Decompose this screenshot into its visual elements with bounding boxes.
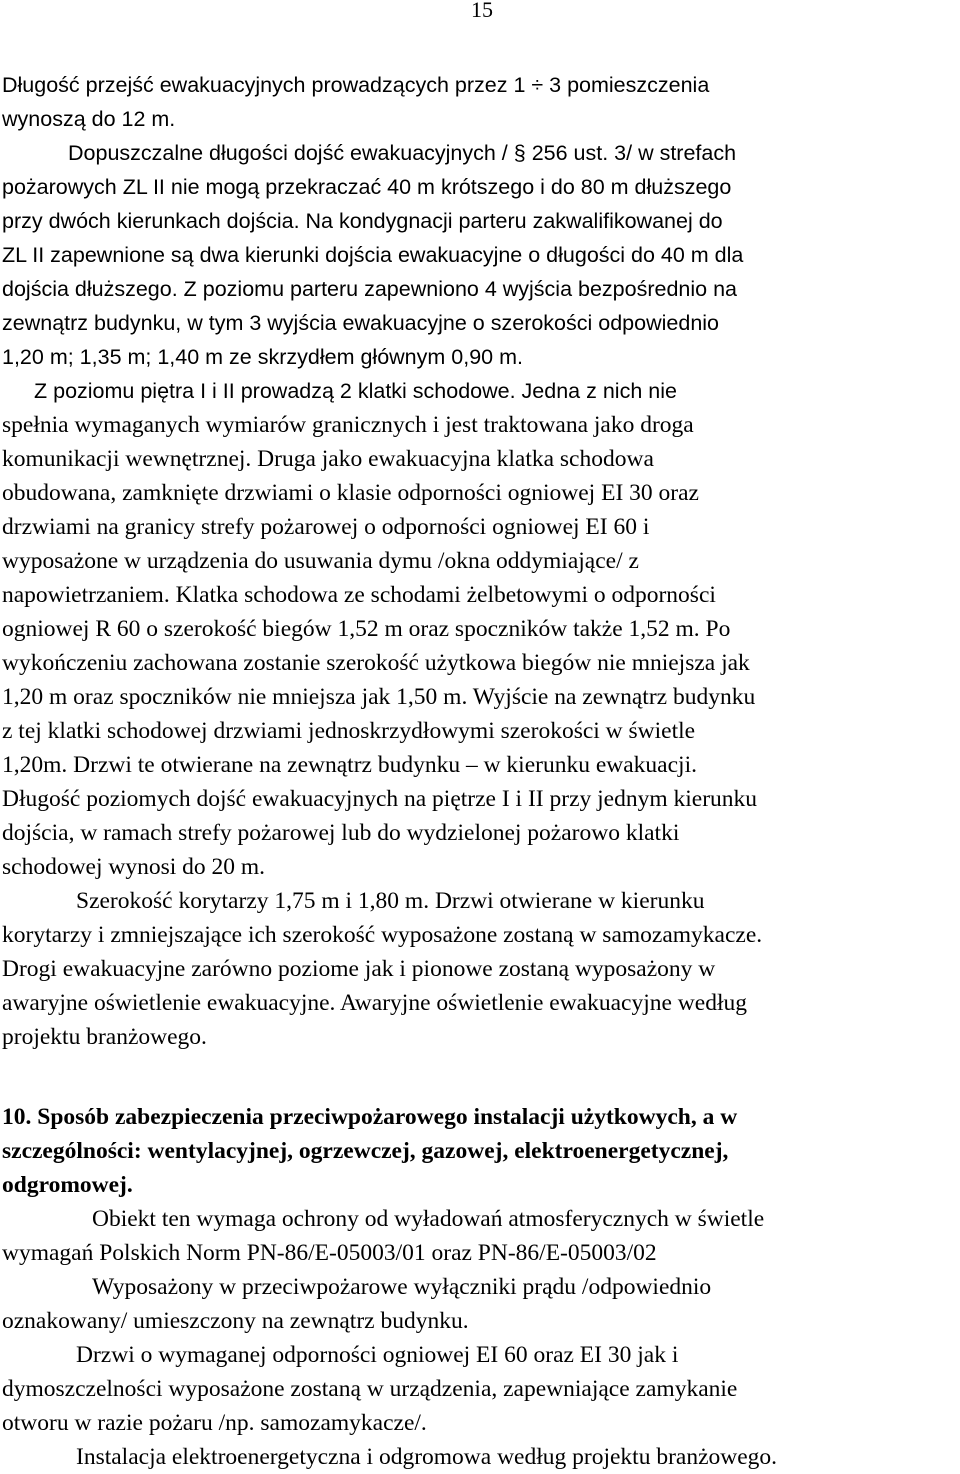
paragraph-gap: [2, 1054, 960, 1100]
text-line: wynoszą do 12 m.: [2, 107, 176, 131]
text-line: projektu branżowego.: [2, 1024, 207, 1050]
text-line: dymoszczelności wyposażone zostaną w urządzenia, zapewniające zamykanie: [2, 1376, 738, 1402]
text-line: Wyposażony w przeciwpożarowe wyłączniki prądu /odpowiednio: [92, 1274, 712, 1300]
text-line: napowietrzaniem. Klatka schodowa ze schodami żelbetowymi o odporności: [2, 582, 716, 608]
text-line: pożarowych ZL II nie mogą przekraczać 40 m krótszego i do 80 m dłuższego: [2, 175, 732, 199]
text-line: spełnia wymaganych wymiarów granicznych i jest traktowana jako droga: [2, 412, 694, 438]
text-line: komunikacji wewnętrznej. Druga jako ewakuacyjna klatka schodowa: [2, 446, 654, 472]
text-line: przy dwóch kierunkach dojścia. Na kondygnacji parteru zakwalifikowanej do: [2, 209, 723, 233]
text-line: Długość przejść ewakuacyjnych prowadzących przez 1 ÷ 3 pomieszczenia: [2, 73, 710, 97]
text-line: schodowej wynosi do 20 m.: [2, 854, 266, 880]
text-line: Obiekt ten wymaga ochrony od wyładowań atmosferycznych w świetle: [92, 1206, 765, 1232]
text-line: Drzwi o wymaganej odporności ogniowej EI 60 oraz EI 30 jak i: [76, 1342, 679, 1368]
section-heading-line: szczególności: wentylacyjnej, ogrzewczej, gazowej, elektroenergetycznej,: [2, 1138, 729, 1164]
text-line: korytarzy i zmniejszające ich szerokość wyposażone zostaną w samozamykacze.: [2, 922, 763, 948]
text-line: obudowana, zamknięte drzwiami o klasie odporności ogniowej EI 30 oraz: [2, 480, 699, 506]
text-line: ZL II zapewnione są dwa kierunki dojścia ewakuacyjne o długości do 40 m dla: [2, 243, 744, 267]
text-line: Długość poziomych dojść ewakuacyjnych na piętrze I i II przy jednym kierunku: [2, 786, 758, 812]
text-line: 1,20 m; 1,35 m; 1,40 m ze skrzydłem głównym 0,90 m.: [2, 345, 523, 369]
text-line: Instalacja elektroenergetyczna i odgromowa według projektu branżowego.: [76, 1444, 778, 1470]
document-body: [2, 68, 960, 1474]
section-heading-line: 10. Sposób zabezpieczenia przeciwpożarowego instalacji użytkowych, a w: [2, 1104, 738, 1130]
text-line: z tej klatki schodowej drzwiami jednoskrzydłowymi szerokości w świetle: [2, 718, 696, 744]
text-line: wymagań Polskich Norm PN-86/E-05003/01 oraz PN-86/E-05003/02: [2, 1240, 657, 1266]
text-line: 1,20m. Drzwi te otwierane na zewnątrz budynku – w kierunku ewakuacji.: [2, 752, 697, 778]
text-line: ogniowej R 60 o szerokość biegów 1,52 m oraz spoczników także 1,52 m. Po: [2, 616, 731, 642]
text-line: drzwiami na granicy strefy pożarowej o odporności ogniowej EI 60 i: [2, 514, 650, 540]
text-line: otworu w razie pożaru /np. samozamykacze/.: [2, 1410, 427, 1436]
text-line: 1,20 m oraz spoczników nie mniejsza jak 1,50 m. Wyjście na zewnątrz budynku: [2, 684, 756, 710]
text-line: Dopuszczalne długości dojść ewakuacyjnych / § 256 ust. 3/ w strefach: [68, 141, 737, 165]
text-line: oznakowany/ umieszczony na zewnątrz budynku.: [2, 1308, 469, 1334]
text-line: Szerokość korytarzy 1,75 m i 1,80 m. Drzwi otwierane w kierunku: [76, 888, 705, 914]
text-line: awaryjne oświetlenie ewakuacyjne. Awaryjne oświetlenie ewakuacyjne według: [2, 990, 747, 1016]
text-line: wyposażone w urządzenia do usuwania dymu /okna oddymiające/ z: [2, 548, 639, 574]
text-line: zewnątrz budynku, w tym 3 wyjścia ewakuacyjne o szerokości odpowiednio: [2, 311, 720, 335]
text-line: dojścia dłuższego. Z poziomu parteru zapewniono 4 wyjścia bezpośrednio na: [2, 277, 737, 301]
text-line: wykończeniu zachowana zostanie szerokość użytkowa biegów nie mniejsza jak: [2, 650, 750, 676]
text-line: dojścia, w ramach strefy pożarowej lub do wydzielonej pożarowo klatki: [2, 820, 680, 846]
page-number: 15: [471, 0, 493, 22]
text-line: Z poziomu piętra I i II prowadzą 2 klatki schodowe. Jedna z nich nie: [34, 379, 677, 403]
section-heading-line: odgromowej.: [2, 1172, 133, 1198]
text-line: Drogi ewakuacyjne zarówno poziome jak i pionowe zostaną wyposażony w: [2, 956, 716, 982]
